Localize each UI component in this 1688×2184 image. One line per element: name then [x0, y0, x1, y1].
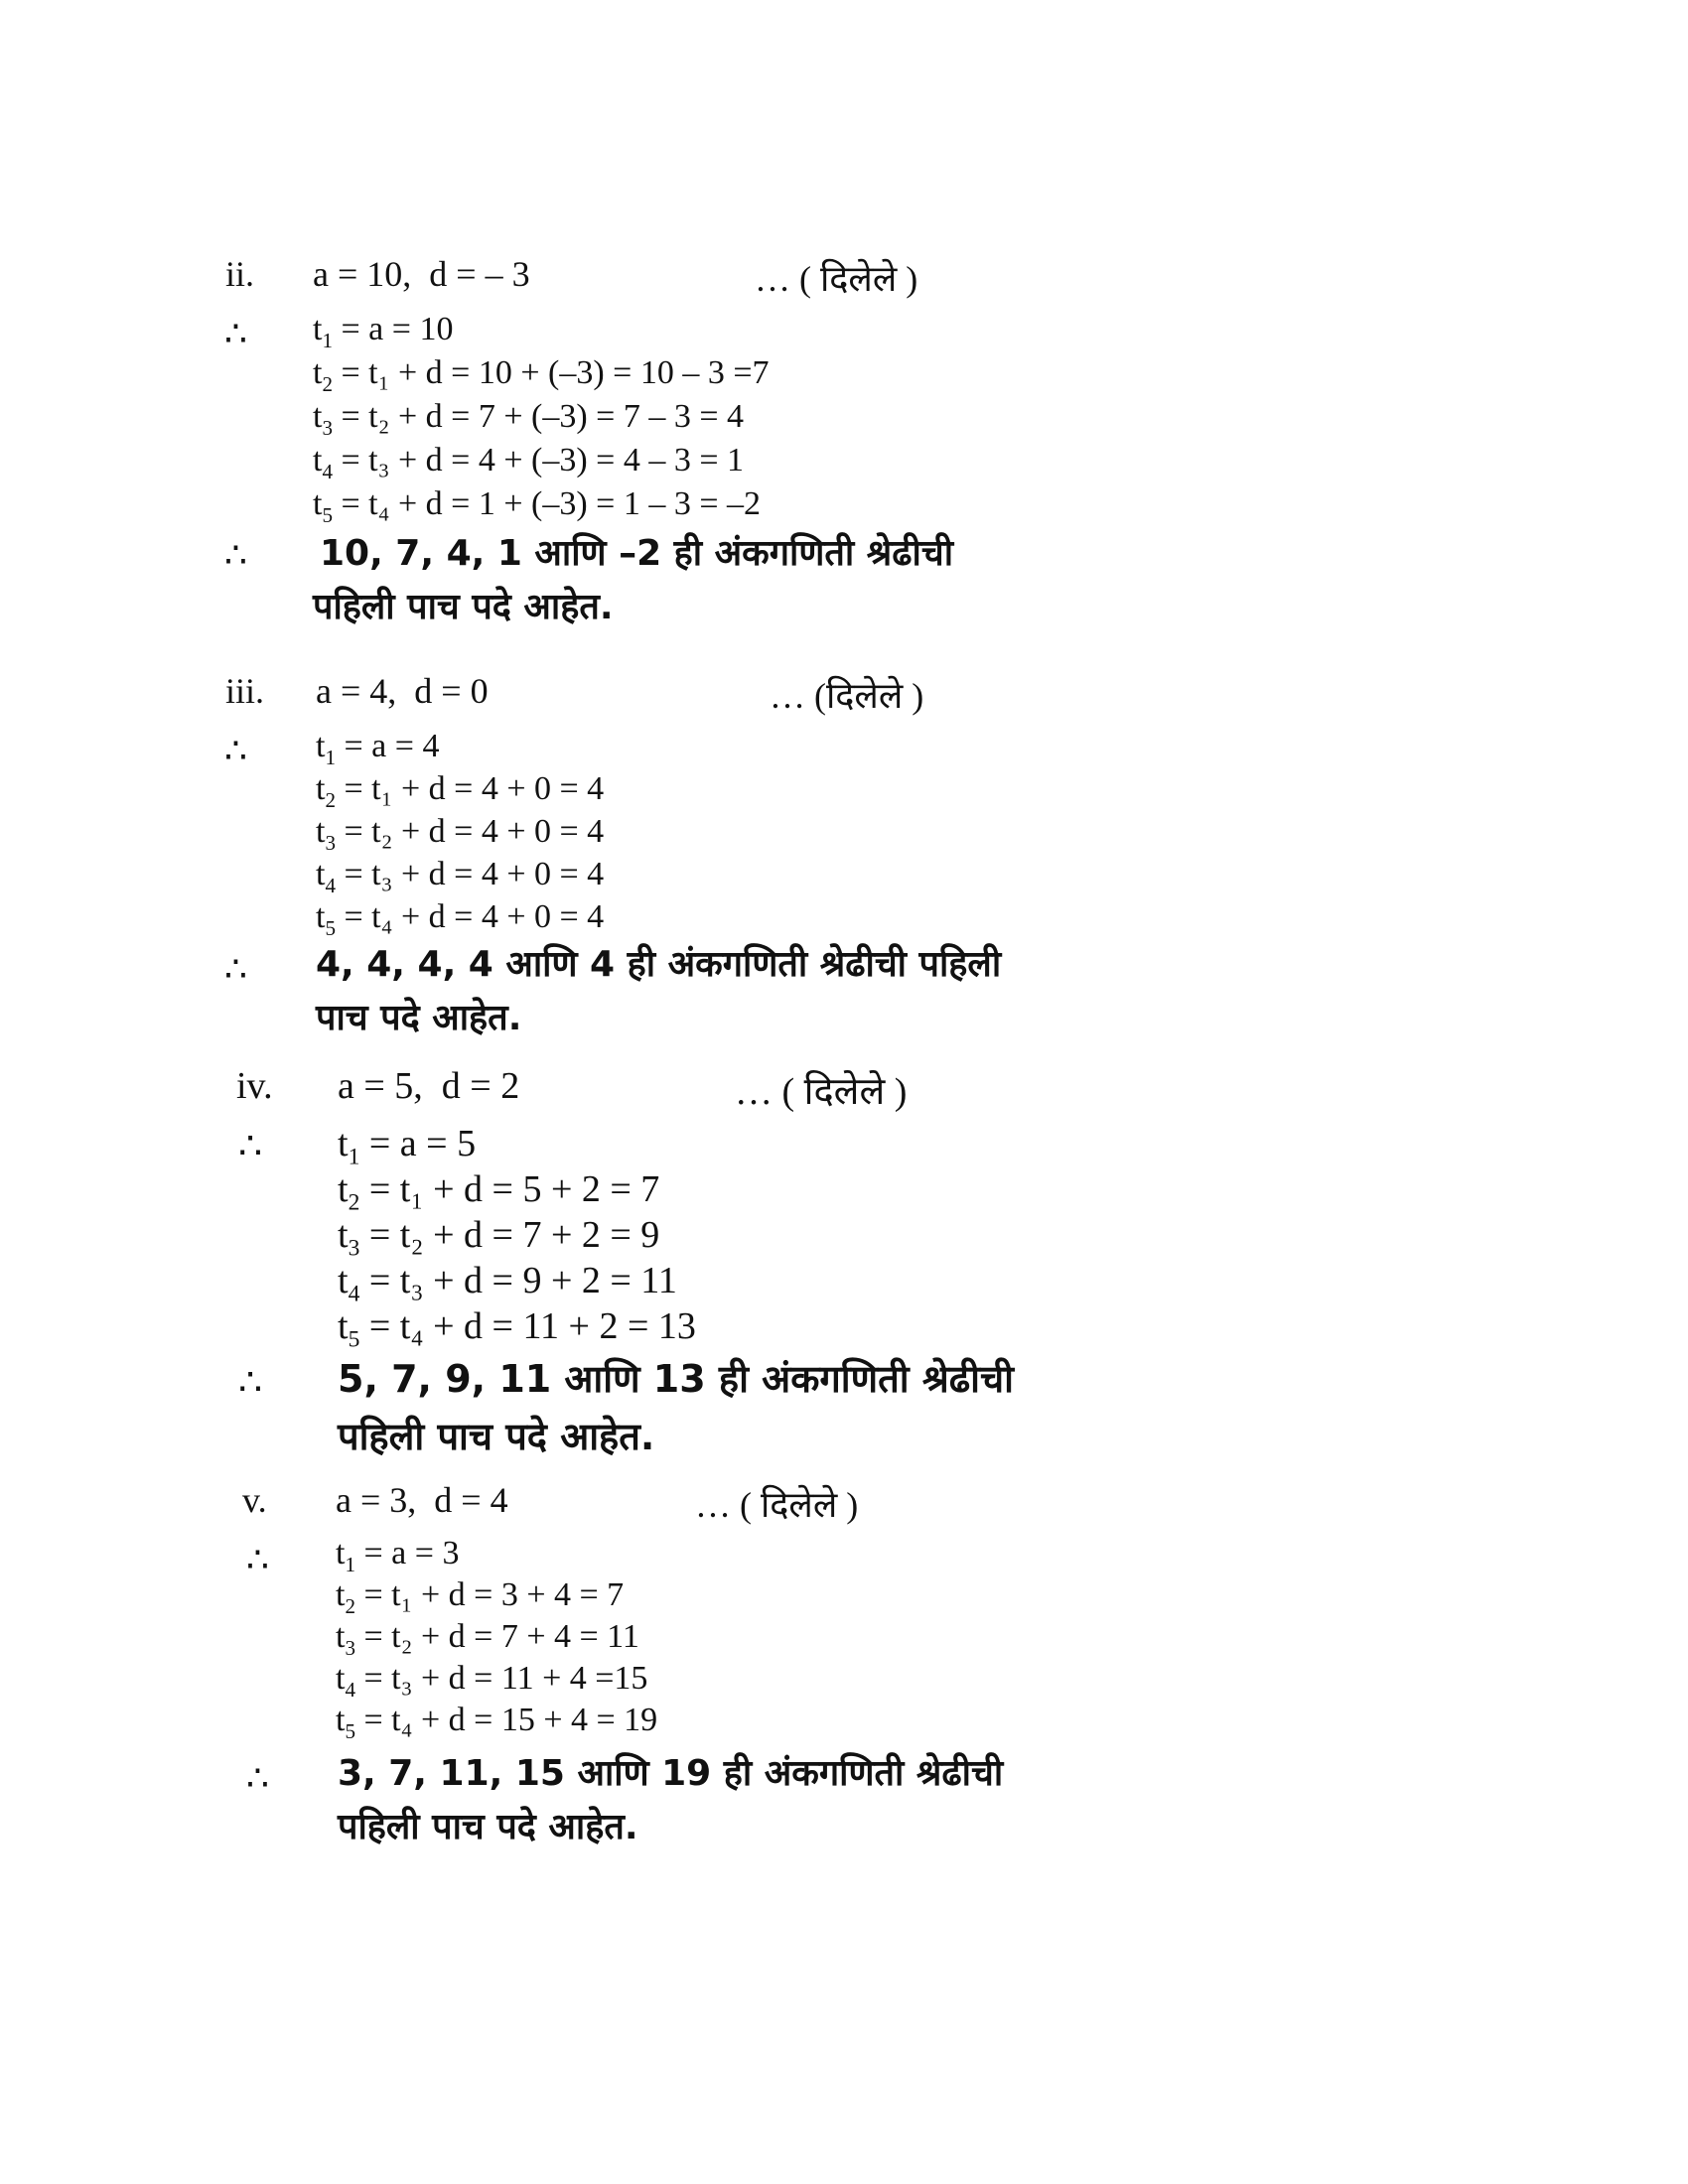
conclusion-line-1: 4, 4, 4, 4 आणि 4 ही अंकगणिती श्रेढीची पहिली	[316, 944, 1002, 985]
conclusion-line-1: 5, 7, 9, 11 आणि 13 ही अंकगणिती श्रेढीची	[338, 1357, 1014, 1401]
conclusion	[338, 1352, 1014, 1467]
conclusion-line-2: पहिली पाच पदे आहेत.	[313, 587, 614, 627]
conclusion-line-2: पाच पदे आहेत.	[316, 998, 522, 1038]
term-equation: $t_5 = t_4 + d = 4 + 0 = 4$	[316, 898, 605, 940]
term-equation: $t_3 = t_2 + d = 7 + 2 = 9$	[338, 1214, 660, 1262]
term-equation: $t_3 = t_2 + d = 7 + (-3) = 7 - 3 = 4$	[313, 398, 744, 440]
given-values: a = 10, d = – 3	[313, 254, 530, 294]
term-equation: $t_3 = t_2 + d = 7 + 4 = 11$	[336, 1618, 639, 1660]
term-equation: $t_4 = t_3 + d = 11 + 4 =15$	[336, 1660, 648, 1702]
section-label: ii.	[225, 254, 255, 294]
term-equation: $t_5 = t_4 + d = 11 + 2 = 13$	[338, 1305, 696, 1353]
solution-section-v	[0, 1479, 1688, 2075]
therefore-symbol: ∴	[224, 535, 247, 575]
therefore-symbol: ∴	[238, 1362, 263, 1404]
term-equation: $t_4 = t_3 + d = 9 + 2 = 11$	[338, 1260, 677, 1307]
therefore-symbol: ∴	[246, 1758, 269, 1798]
given-values: a = 5, d = 2	[338, 1065, 520, 1107]
therefore-symbol: ∴	[224, 314, 247, 353]
conclusion	[316, 940, 1001, 1047]
conclusion	[313, 529, 954, 636]
term-equation: $t_2 = t_1 + d = 5 + 2 = 7$	[338, 1168, 660, 1216]
term-equation: $t_3 = t_2 + d = 4 + 0 = 4$	[316, 813, 605, 855]
given-values: a = 3, d = 4	[336, 1480, 508, 1520]
term-equation: $t_1 = a = 4$	[316, 728, 440, 769]
term-equation: $t_1 = a = 10$	[313, 311, 454, 352]
given-values: a = 4, d = 0	[316, 671, 489, 711]
given-note: … ( दिलेले )	[735, 1071, 908, 1113]
conclusion-line-2: पहिली पाच पदे आहेत.	[338, 1415, 655, 1458]
section-label: v.	[242, 1480, 267, 1520]
given-note: … ( दिलेले )	[695, 1485, 859, 1525]
conclusion-line-2: पहिली पाच पदे आहेत.	[338, 1807, 638, 1847]
term-equation: $t_4 = t_3 + d = 4 + 0 = 4$	[316, 856, 605, 897]
therefore-symbol: ∴	[246, 1540, 269, 1579]
term-equation: $t_5 = t_4 + d = 1 + (-3) = 1 - 3 = -2$	[313, 485, 761, 527]
section-label: iv.	[236, 1065, 273, 1107]
given-note: … (दिलेले )	[770, 676, 924, 716]
term-equation: $t_5 = t_4 + d = 15 + 4 = 19$	[336, 1702, 658, 1743]
term-equation: $t_2 = t_1 + d = 4 + 0 = 4$	[316, 770, 605, 812]
therefore-symbol: ∴	[238, 1126, 263, 1167]
conclusion-line-1: 3, 7, 11, 15 आणि 19 ही अंकगणिती श्रेढीची	[338, 1753, 1004, 1794]
term-equation: $t_1 = a = 3$	[336, 1535, 460, 1576]
given-note: … ( दिलेले )	[755, 259, 918, 299]
term-equation: $t_2 = t_1 + d = 10 + (-3) = 10 - 3 =7$	[313, 354, 770, 396]
term-equation: $t_2 = t_1 + d = 3 + 4 = 7$	[336, 1576, 625, 1618]
therefore-symbol: ∴	[224, 949, 247, 989]
term-equation: $t_1 = a = 5$	[338, 1123, 477, 1170]
conclusion-line-1: 10, 7, 4, 1 आणि –2 ही अंकगणिती श्रेढीची	[320, 533, 954, 574]
section-label: iii.	[225, 671, 265, 711]
term-equation: $t_4 = t_3 + d = 4 + (-3) = 4 - 3 = 1$	[313, 442, 744, 483]
therefore-symbol: ∴	[224, 731, 247, 770]
conclusion	[338, 1749, 1003, 1856]
